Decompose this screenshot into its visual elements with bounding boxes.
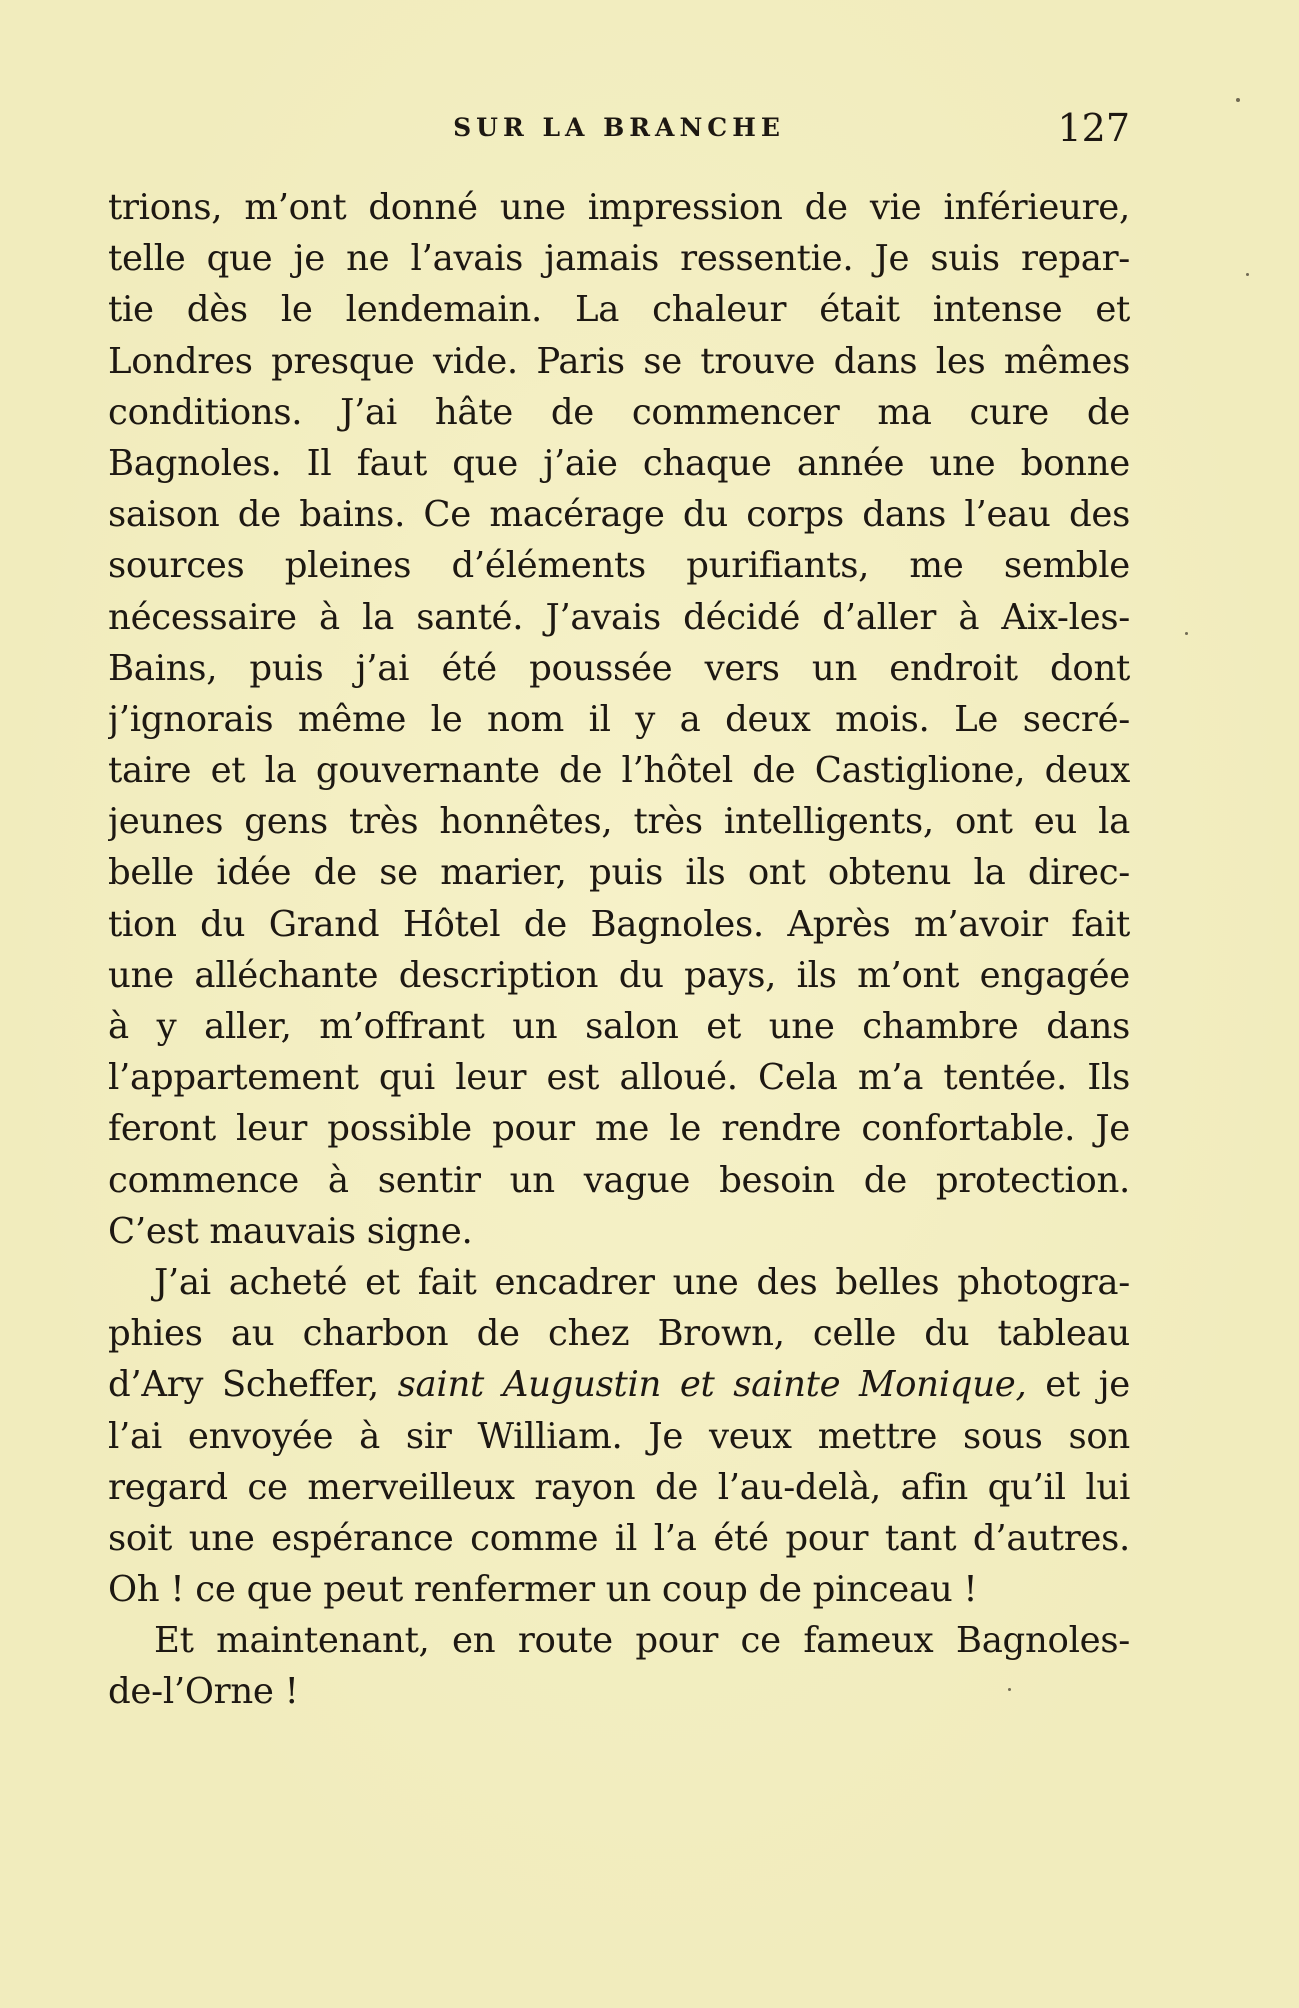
text-line: phies au charbon de chez Brown, celle du tableau	[108, 1313, 1130, 1355]
paper-speck	[1246, 273, 1249, 276]
text-line: Bagnoles. Il faut que j’aie chaque année une bonne	[108, 442, 1130, 484]
text-line: Oh ! ce que peut renfermer un coup de pinceau !	[108, 1569, 978, 1611]
text-line: trions, m’ont donné une impression de vie inférieure,	[108, 187, 1130, 228]
text-line: belle idée de se marier, puis ils ont obtenu la direc-	[108, 852, 1130, 894]
paper-speck	[1185, 632, 1188, 635]
text-line: à y aller, m’offrant un salon et une chambre dans	[108, 1006, 1130, 1047]
text-line: l’appartement qui leur est alloué. Cela m’a tentée. Ils	[108, 1057, 1130, 1099]
text-line: tion du Grand Hôtel de Bagnoles. Après m’avoir fait	[108, 903, 1130, 945]
text-span: et je	[1026, 1364, 1130, 1406]
text-line: Et maintenant, en route pour ce fameux Bagnoles-	[154, 1620, 1130, 1662]
text-line: j’ignorais même le nom il y a deux mois. Le secré-	[108, 698, 1130, 740]
text-line: conditions. J’ai hâte de commencer ma cure de	[108, 391, 1130, 433]
paper-speck	[1008, 1688, 1011, 1691]
text-line: feront leur possible pour me le rendre confortable. Je	[108, 1108, 1130, 1150]
text-line: jeunes gens très honnêtes, très intelligents, ont eu la	[108, 801, 1130, 843]
text-line: de-l’Orne !	[108, 1671, 299, 1713]
running-title: SUR LA BRANCHE	[453, 113, 785, 142]
text-line: taire et la gouvernante de l’hôtel de Castiglione, deux	[108, 750, 1130, 792]
text-line-with-italic	[108, 1359, 1130, 1410]
text-line: une alléchante description du pays, ils m’ont engagée	[108, 954, 1130, 996]
text-line: sources pleines d’éléments purifiants, me semble	[108, 545, 1130, 587]
text-line: Bains, puis j’ai été poussée vers un endroit dont	[108, 647, 1130, 689]
italic-title: saint Augustin et sainte Monique,	[397, 1364, 1027, 1406]
text-line: tie dès le lendemain. La chaleur était intense et	[108, 289, 1130, 331]
text-line: soit une espérance comme il l’a été pour tant d’autres.	[108, 1517, 1130, 1559]
text-line: regard ce merveilleux rayon de l’au-delà, afin qu’il lui	[108, 1466, 1130, 1508]
text-line: C’est mauvais signe.	[108, 1210, 473, 1252]
text-line: telle que je ne l’avais jamais ressentie. Je suis repar-	[108, 238, 1130, 280]
paper-speck	[1236, 98, 1240, 102]
text-span: d’Ary Scheffer,	[108, 1364, 398, 1406]
text-line: J’ai acheté et fait encadrer une des belles photogra-	[154, 1261, 1130, 1303]
text-line: l’ai envoyée à sir William. Je veux mettre sous son	[108, 1415, 1130, 1457]
text-line: Londres presque vide. Paris se trouve dans les mêmes	[108, 340, 1130, 382]
body-text	[108, 182, 1130, 1718]
page-header	[108, 108, 1130, 148]
text-line: saison de bains. Ce macérage du corps dans l’eau des	[108, 494, 1130, 536]
text-line: commence à sentir un vague besoin de protection.	[108, 1159, 1130, 1201]
text-line: nécessaire à la santé. J’avais décidé d’aller à Aix-les-	[108, 596, 1130, 638]
page-number: 127	[1057, 106, 1130, 150]
